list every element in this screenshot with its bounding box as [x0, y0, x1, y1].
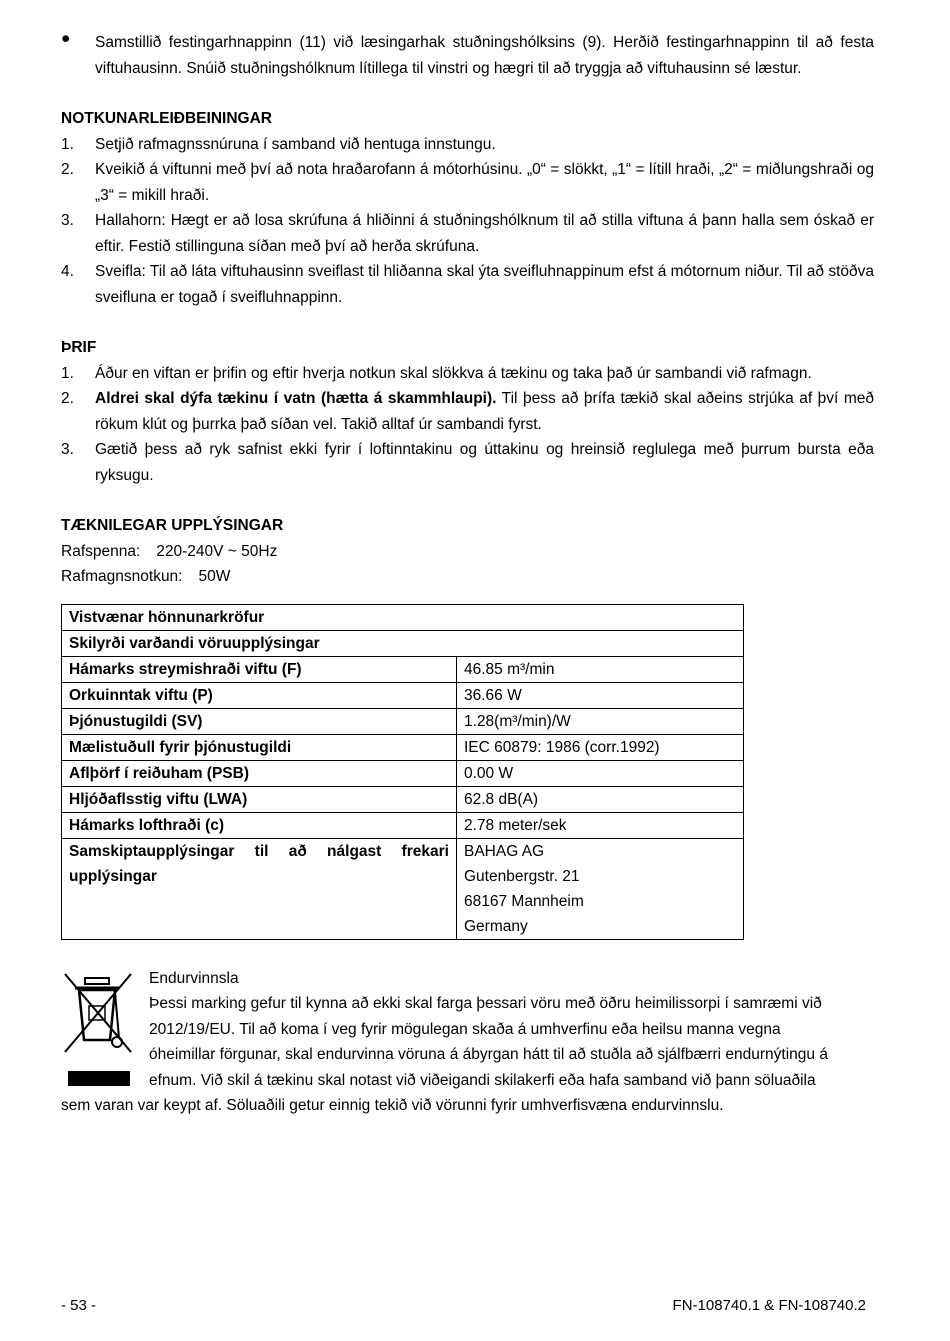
list-item: [61, 437, 874, 488]
item-text: Hallahorn: Hægt er að losa skrúfuna á hliðinni á stuðningshólknum til að stilla viftuna á þann halla sem óskað er eftir. Festið stillinguna síðan með því að herða skrúfuna.: [95, 212, 874, 255]
table-row: [62, 760, 744, 786]
item-text-rest: Til þess að þrífa tækið skal aðeins strjúka af því með rökum klút og þurrka það síðan vel. Takið alltaf úr sambandi fyrst.: [95, 390, 874, 433]
model-number: FN-108740.1 & FN-108740.2: [672, 1297, 866, 1314]
table-row: [62, 630, 744, 656]
recycling-line: óheimillar förgunar, skal endurvinna vöruna á ábyrgan hátt til að stuðla að sjálfbærri endurnýtingu á: [149, 1046, 828, 1063]
address-line: Germany: [464, 917, 528, 935]
item-text: Áður en viftan er þrifin og eftir hverja notkun skal slökkva á tækinu og taka það úr sambandi við rafmagn.: [95, 364, 812, 382]
recycling-line: efnum. Við skil á tækinu skal notast við viðeigandi skilakerfi eða hafa samband við þann söluaðila: [149, 1071, 816, 1089]
address-line: BAHAG AG: [464, 842, 545, 860]
usage-heading: NOTKUNARLEIÐBEININGAR: [61, 110, 272, 127]
item-text: [95, 386, 874, 437]
item-number: 2.: [61, 161, 74, 178]
recycling-line: Þessi marking gefur til kynna að ekki skal farga þessari vöru með öðru heimilissorpi í samræmi við: [149, 995, 822, 1012]
bullet-mark: ●: [61, 30, 71, 47]
table-row: [62, 838, 744, 939]
tech-heading: TÆKNILEGAR UPPLÝSINGAR: [61, 517, 284, 534]
row-value: 2.78 meter/sek: [457, 812, 744, 838]
item-number: 3.: [61, 441, 74, 458]
ecodesign-table: [61, 604, 744, 940]
power-row: [61, 564, 874, 590]
warning-text: Aldrei skal dýfa tækinu í vatn (hætta á skammhlaupi).: [95, 390, 497, 407]
cleaning-heading: ÞRIF: [61, 339, 97, 356]
voltage-label: Rafspenna:: [61, 542, 141, 560]
table-row: [62, 812, 744, 838]
table-subtitle: Skilyrði varðandi vöruupplýsingar: [62, 630, 744, 656]
row-label: Orkuinntak viftu (P): [62, 682, 457, 708]
page-footer: [61, 1297, 866, 1314]
item-text: Gætið þess að ryk safnist ekki fyrir í loftinntakinu og úttakinu og hreinsið reglulega með þurrum bursta eða ryksugu.: [95, 441, 874, 484]
document-page: [61, 30, 874, 1119]
item-text: Kveikið á viftunni með því að nota hraðarofann á mótorhúsinu. „0“ = slökkt, „1“ = lítill hraði, „2“ = miðlungshraði og „3“ = mikill hraði.: [95, 161, 874, 204]
recycling-heading: Endurvinnsla: [149, 969, 239, 987]
table-row: [62, 656, 744, 682]
row-label: Þjónustugildi (SV): [62, 708, 457, 734]
row-label: Hámarks streymishraði viftu (F): [62, 656, 457, 682]
row-label: Mælistuðull fyrir þjónustugildi: [62, 734, 457, 760]
item-number: 2.: [61, 390, 74, 407]
list-item: [61, 157, 874, 208]
table-title: Vistvænar hönnunarkröfur: [62, 604, 744, 630]
row-value: IEC 60879: 1986 (corr.1992): [457, 734, 744, 760]
table-row: [62, 682, 744, 708]
address-line: 68167 Mannheim: [464, 892, 584, 910]
voltage-row: [61, 539, 874, 565]
page-number: - 53 -: [61, 1297, 97, 1314]
table-row: [62, 786, 744, 812]
table-row: [62, 604, 744, 630]
cleaning-list: [61, 361, 874, 489]
item-text: Sveifla: Til að láta viftuhausinn sveiflast til hliðanna skal ýta sveifluhnappinum efst á mótornum niður. Til að stöðva sveifluna er togað í sveifluhnappinn.: [95, 263, 874, 306]
item-text: Setjið rafmagnssnúruna í samband við hentuga innstungu.: [95, 135, 496, 153]
row-label: Hljóðaflsstig viftu (LWA): [62, 786, 457, 812]
table-row: [62, 734, 744, 760]
list-item: [61, 132, 874, 158]
table-row: [62, 708, 744, 734]
list-item: [61, 208, 874, 259]
crossed-out-bin-icon: [61, 968, 133, 1088]
item-number: 1.: [61, 135, 74, 153]
list-item: [61, 361, 874, 387]
row-label: Hámarks lofthraði (c): [62, 812, 457, 838]
voltage-value: 220-240V ~ 50Hz: [156, 542, 278, 560]
intro-bullet: [61, 30, 874, 81]
usage-list: [61, 132, 874, 311]
power-value: 50W: [198, 568, 231, 585]
row-label: Aflþörf í reiðuham (PSB): [62, 760, 457, 786]
recycling-line: sem varan var keypt af. Söluaðili getur einnig tekið við vörunni fyrir umhverfisvæna endurvinnslu.: [61, 1097, 724, 1114]
item-number: 4.: [61, 263, 74, 280]
contact-address: [457, 838, 744, 939]
address-line: Gutenbergstr. 21: [464, 867, 580, 885]
list-item: [61, 386, 874, 437]
item-number: 1.: [61, 364, 74, 382]
bullet-text: Samstillið festingarhnappinn (11) við læsingarhak stuðningshólksins (9). Herðið festingarhnappinn til að festa viftuhausinn. Snúið stuðningshólknum lítillega til vinstri og hægri til að tryggja að viftuhausinn sé læstur.: [95, 34, 874, 77]
recycling-line: 2012/19/EU. Til að koma í veg fyrir mögulegan skaða á umhverfinu eða heilsu manna vegna: [149, 1020, 781, 1038]
power-label: Rafmagnsnotkun:: [61, 568, 183, 585]
item-number: 3.: [61, 212, 74, 229]
row-value: 36.66 W: [457, 682, 744, 708]
row-value: 0.00 W: [457, 760, 744, 786]
list-item: [61, 259, 874, 310]
recycling-section: [61, 966, 874, 1119]
contact-label: Samskiptaupplýsingar til að nálgast frekari upplýsingar: [62, 838, 457, 939]
row-value: 1.28(m³/min)/W: [457, 708, 744, 734]
row-value: 46.85 m³/min: [457, 656, 744, 682]
row-value: 62.8 dB(A): [457, 786, 744, 812]
